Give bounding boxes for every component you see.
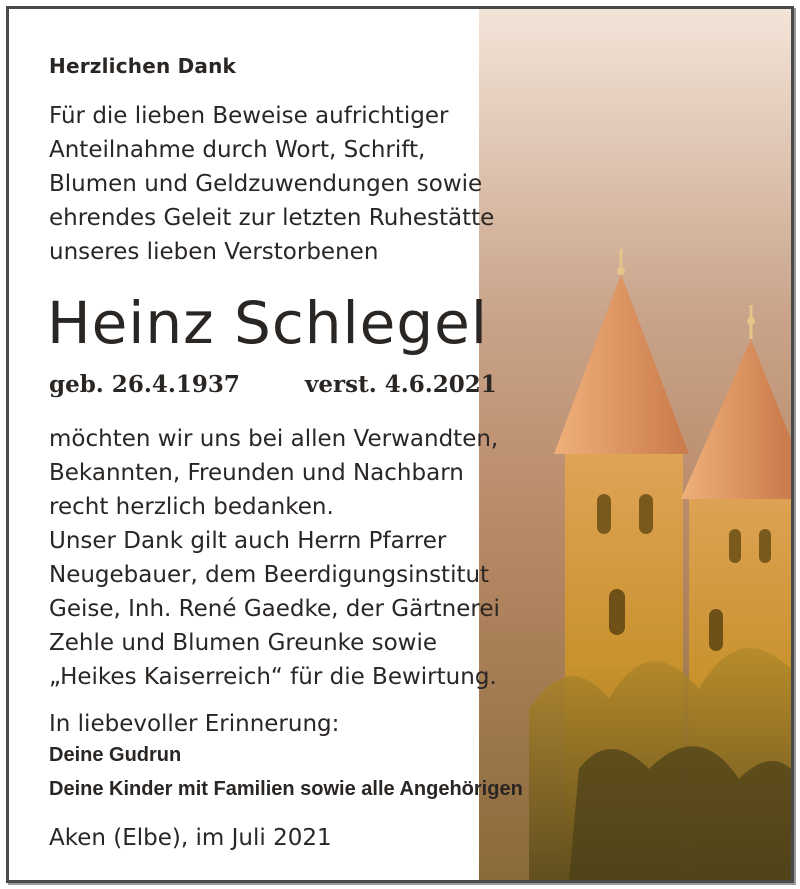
obituary-notice bbox=[6, 6, 794, 883]
signature-spouse: Deine Gudrun bbox=[49, 744, 182, 766]
intro-line: Anteilnahme durch Wort, Schrift, bbox=[49, 137, 426, 163]
thanks-text bbox=[49, 422, 500, 694]
intro-line: ehrendes Geleit zur letzten Ruhestätte bbox=[49, 205, 495, 231]
death-date: verst. 4.6.2021 bbox=[305, 371, 497, 398]
notice-heading: Herzlichen Dank bbox=[49, 54, 237, 78]
intro-text bbox=[49, 99, 494, 269]
thanks-line: Bekannten, Freunden und Nachbarn bbox=[49, 460, 464, 486]
thanks-line: recht herzlich bedanken. bbox=[49, 494, 334, 520]
thanks-line: Neugebauer, dem Beerdigungsinstitut bbox=[49, 562, 490, 588]
thanks-line: Geise, Inh. René Gaedke, der Gärtnerei bbox=[49, 596, 500, 622]
birth-date: geb. 26.4.1937 bbox=[49, 371, 240, 398]
intro-line: unseres lieben Verstorbenen bbox=[49, 239, 379, 265]
thanks-line: Zehle und Blumen Greunke sowie bbox=[49, 630, 438, 656]
intro-line: Für die lieben Beweise aufrichtiger bbox=[49, 103, 449, 129]
place-date: Aken (Elbe), im Juli 2021 bbox=[49, 825, 332, 851]
thanks-line: möchten wir uns bei allen Verwandten, bbox=[49, 426, 499, 452]
thanks-line: „Heikes Kaiserreich“ für die Bewirtung. bbox=[49, 664, 497, 690]
intro-line: Blumen und Geldzuwendungen sowie bbox=[49, 171, 483, 197]
thanks-line: Unser Dank gilt auch Herrn Pfarrer bbox=[49, 528, 447, 554]
deceased-name: Heinz Schlegel bbox=[47, 289, 488, 357]
closing-text: In liebevoller Erinnerung: bbox=[49, 711, 340, 737]
signature-family: Deine Kinder mit Familien sowie alle Angehörigen bbox=[49, 778, 523, 800]
